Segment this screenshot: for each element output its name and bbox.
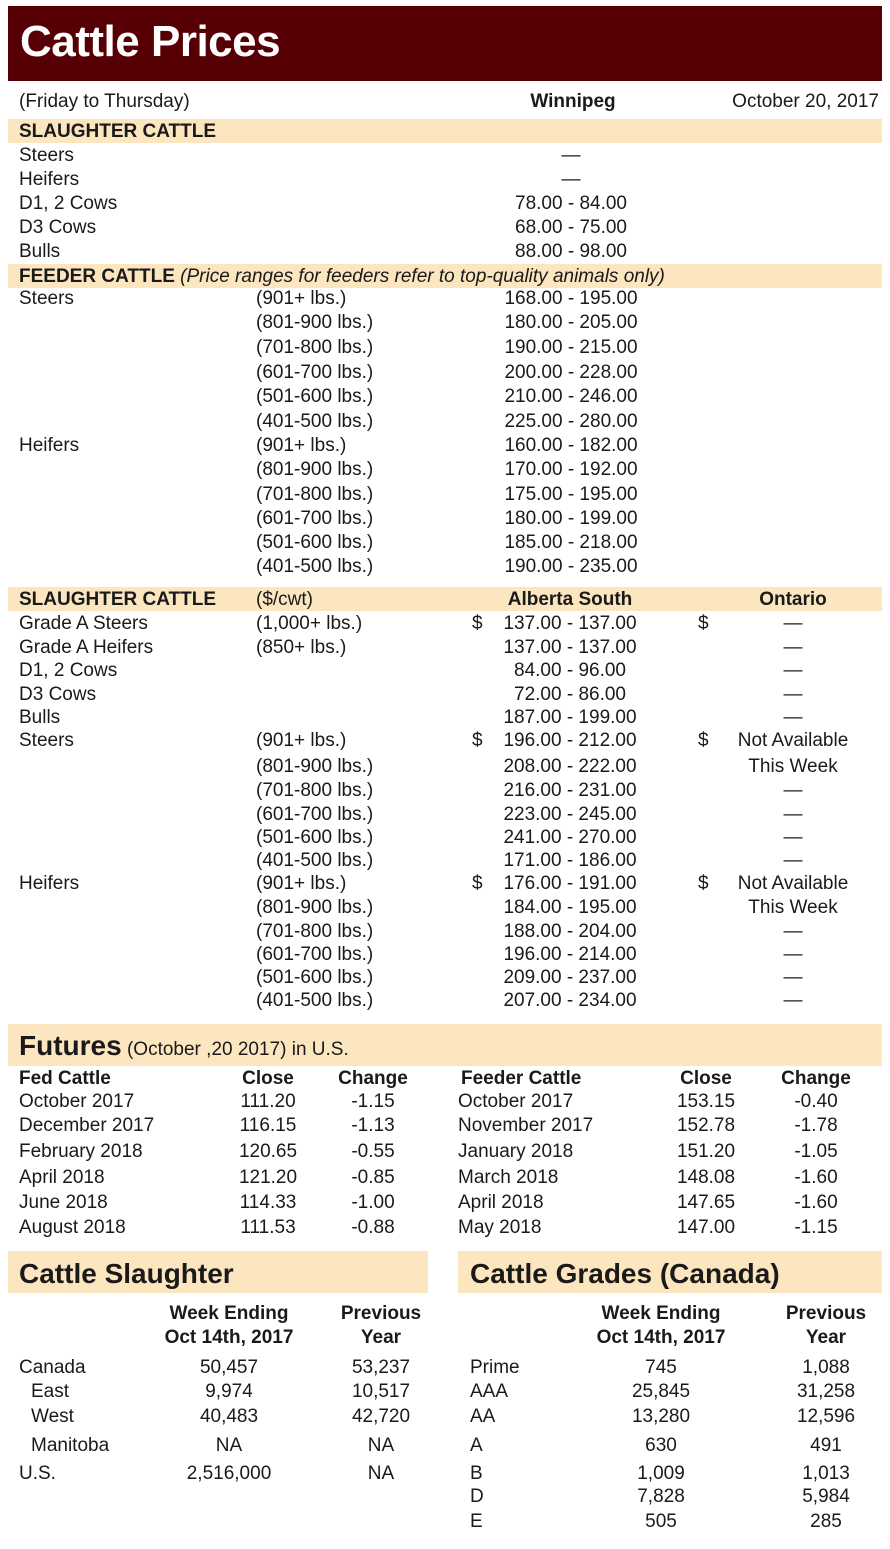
weight-class: (601-700 lbs.) [256, 804, 374, 825]
price-range: 170.00 - 192.00 [504, 459, 638, 480]
price-change: -0.55 [351, 1141, 395, 1162]
region-label: Manitoba [31, 1435, 110, 1456]
weight-class: (701-800 lbs.) [256, 484, 374, 505]
price-range: 225.00 - 280.00 [504, 411, 638, 432]
weight-class: (401-500 lbs.) [256, 411, 374, 432]
grade-label: Prime [470, 1357, 520, 1378]
price-range: 190.00 - 235.00 [504, 556, 638, 577]
close-price: 121.20 [238, 1167, 298, 1188]
grade-label: D [470, 1486, 484, 1507]
section-note: (Price ranges for feeders refer to top-quality animals only) [180, 266, 665, 287]
ontario-price: — [783, 637, 803, 658]
alberta-price: 209.00 - 237.00 [503, 967, 637, 988]
ontario-price: — [783, 827, 803, 848]
price-range: 180.00 - 205.00 [504, 312, 638, 333]
cattle-slaughter-heading: Cattle Slaughter [19, 1258, 234, 1289]
ontario-price: — [783, 990, 803, 1011]
weight-class: (901+ lbs.) [256, 730, 347, 751]
weight-class: (901+ lbs.) [256, 435, 347, 456]
row-label: Steers [19, 288, 74, 309]
weight-class: (901+ lbs.) [256, 288, 347, 309]
grades-col-prev-b: Year [805, 1327, 847, 1348]
previous-year-count: NA [367, 1435, 395, 1456]
row-label: D1, 2 Cows [19, 660, 118, 681]
weight-class: (501-600 lbs.) [256, 827, 374, 848]
ontario-price: Not Available [737, 730, 849, 751]
section-heading: SLAUGHTER CATTLE [19, 589, 217, 610]
price-range: 78.00 - 84.00 [515, 193, 627, 214]
contract-month: April 2018 [19, 1167, 105, 1188]
price-range: 185.00 - 218.00 [504, 532, 638, 553]
week-ending-count: 25,845 [631, 1381, 691, 1402]
price-change: -1.05 [794, 1141, 838, 1162]
price-change: -1.60 [794, 1192, 838, 1213]
slaughter-col-week-b: Oct 14th, 2017 [164, 1327, 294, 1348]
close-price: 120.65 [238, 1141, 298, 1162]
section-heading: SLAUGHTER CATTLE [19, 121, 217, 142]
ontario-price: This Week [748, 756, 838, 777]
price-change: -1.60 [794, 1167, 838, 1188]
week-ending-count: 40,483 [199, 1406, 259, 1427]
cattle-grades-heading: Cattle Grades (Canada) [470, 1258, 780, 1289]
currency-symbol: $ [698, 730, 709, 751]
report-date: October 20, 2017 [732, 91, 879, 112]
close-price: 116.15 [239, 1115, 297, 1136]
alberta-price: 196.00 - 214.00 [503, 944, 637, 965]
currency-symbol: $ [698, 873, 709, 894]
weight-class: (801-900 lbs.) [256, 897, 374, 918]
grade-label: A [470, 1435, 483, 1456]
ontario-price: — [783, 613, 803, 634]
contract-month: February 2018 [19, 1141, 143, 1162]
section-heading: FEEDER CATTLE [19, 266, 175, 287]
column-header-alberta: Alberta South [507, 589, 633, 610]
week-ending-count: 50,457 [199, 1357, 259, 1378]
alberta-price: 208.00 - 222.00 [503, 756, 637, 777]
alberta-price: 187.00 - 199.00 [503, 707, 637, 728]
close-price: 111.20 [240, 1091, 296, 1112]
alberta-price: 196.00 - 212.00 [503, 730, 637, 751]
contract-month: June 2018 [19, 1192, 108, 1213]
market-label: Winnipeg [530, 91, 616, 112]
previous-year-count: NA [367, 1463, 395, 1484]
unit-label: ($/cwt) [256, 589, 313, 610]
weight-class: (1,000+ lbs.) [256, 613, 363, 634]
contract-month: January 2018 [458, 1141, 574, 1162]
row-label: Heifers [19, 169, 80, 190]
weight-class: (401-500 lbs.) [256, 850, 374, 871]
alberta-price: 184.00 - 195.00 [503, 897, 637, 918]
contract-month: October 2017 [458, 1091, 574, 1112]
row-label: Steers [19, 145, 74, 166]
row-label: Steers [19, 730, 74, 751]
grades-col-prev-a: Previous [785, 1303, 867, 1324]
alberta-price: 216.00 - 231.00 [503, 780, 637, 801]
futures-heading-line [19, 1030, 349, 1067]
weight-class: (601-700 lbs.) [256, 508, 374, 529]
region-label: Canada [19, 1357, 86, 1378]
fed-cattle-title: Fed Cattle [19, 1068, 111, 1089]
price-change: -0.40 [794, 1091, 838, 1112]
weight-class: (601-700 lbs.) [256, 362, 374, 383]
week-ending-count: NA [215, 1435, 243, 1456]
weight-class: (701-800 lbs.) [256, 780, 374, 801]
region-label: West [31, 1406, 74, 1427]
ontario-price: This Week [748, 897, 838, 918]
ontario-price: — [783, 921, 803, 942]
title-banner [8, 6, 882, 81]
weight-class: (801-900 lbs.) [256, 459, 374, 480]
price-range: 210.00 - 246.00 [504, 386, 638, 407]
previous-year-count: 1,088 [802, 1357, 850, 1378]
contract-month: May 2018 [458, 1217, 542, 1238]
ontario-price: — [783, 707, 803, 728]
price-change: -1.78 [794, 1115, 838, 1136]
ontario-price: — [783, 780, 803, 801]
weight-class: (401-500 lbs.) [256, 556, 374, 577]
grade-label: AA [470, 1406, 496, 1427]
price-range: — [561, 169, 581, 190]
week-ending-count: 2,516,000 [186, 1463, 272, 1484]
row-label: Bulls [19, 707, 61, 728]
price-range: 68.00 - 75.00 [515, 217, 627, 238]
price-range: 168.00 - 195.00 [504, 288, 638, 309]
region-label: U.S. [19, 1463, 56, 1484]
page-title: Cattle Prices [20, 17, 281, 66]
price-range: 180.00 - 199.00 [504, 508, 638, 529]
weight-class: (601-700 lbs.) [256, 944, 374, 965]
grades-col-week-a: Week Ending [601, 1303, 721, 1324]
price-range: 190.00 - 215.00 [504, 337, 638, 358]
row-label: Grade A Heifers [19, 637, 154, 658]
price-range: 200.00 - 228.00 [504, 362, 638, 383]
close-price: 152.78 [676, 1115, 736, 1136]
slaughter-col-prev-a: Previous [340, 1303, 422, 1324]
price-range: — [561, 145, 581, 166]
week-ending-count: 630 [645, 1435, 677, 1456]
row-label: Heifers [19, 873, 80, 894]
futures-heading: Futures [19, 1030, 122, 1061]
grade-label: E [470, 1511, 483, 1532]
alberta-price: 137.00 - 137.00 [503, 637, 637, 658]
close-price: 153.15 [676, 1091, 736, 1112]
column-header-ontario: Ontario [759, 589, 827, 610]
fed-close-header: Close [242, 1068, 294, 1089]
feeder-heading-line [19, 266, 665, 288]
row-label: Grade A Steers [19, 613, 148, 634]
weight-class: (501-600 lbs.) [256, 386, 374, 407]
close-price: 114.33 [239, 1192, 297, 1213]
price-change: -1.00 [351, 1192, 395, 1213]
weight-class: (801-900 lbs.) [256, 312, 374, 333]
alberta-price: 176.00 - 191.00 [503, 873, 637, 894]
close-price: 147.00 [676, 1217, 736, 1238]
weight-class: (801-900 lbs.) [256, 756, 374, 777]
previous-year-count: 31,258 [796, 1381, 856, 1402]
grade-label: AAA [470, 1381, 509, 1402]
ontario-price: — [783, 850, 803, 871]
ontario-price: Not Available [737, 873, 849, 894]
previous-year-count: 42,720 [351, 1406, 411, 1427]
row-label: Heifers [19, 435, 80, 456]
row-label: D1, 2 Cows [19, 193, 118, 214]
contract-month: October 2017 [19, 1091, 135, 1112]
alberta-price: 223.00 - 245.00 [503, 804, 637, 825]
contract-month: August 2018 [19, 1217, 126, 1238]
week-ending-count: 745 [645, 1357, 677, 1378]
week-ending-count: 505 [645, 1511, 677, 1532]
currency-symbol: $ [472, 873, 483, 894]
week-ending-count: 1,009 [637, 1463, 685, 1484]
contract-month: March 2018 [458, 1167, 559, 1188]
close-price: 151.20 [676, 1141, 736, 1162]
currency-symbol: $ [472, 730, 483, 751]
feeder-close-header: Close [680, 1068, 732, 1089]
fed-change-header: Change [338, 1068, 408, 1089]
ontario-price: — [783, 804, 803, 825]
row-label: D3 Cows [19, 684, 97, 705]
currency-symbol: $ [698, 613, 709, 634]
week-ending-count: 7,828 [637, 1486, 685, 1507]
contract-month: November 2017 [458, 1115, 594, 1136]
alberta-price: 188.00 - 204.00 [503, 921, 637, 942]
weight-class: (401-500 lbs.) [256, 990, 374, 1011]
previous-year-count: 53,237 [351, 1357, 411, 1378]
previous-year-count: 1,013 [802, 1463, 850, 1484]
grade-label: B [470, 1463, 483, 1484]
price-range: 175.00 - 195.00 [504, 484, 638, 505]
alberta-price: 241.00 - 270.00 [503, 827, 637, 848]
currency-symbol: $ [472, 613, 483, 634]
weight-class: (501-600 lbs.) [256, 967, 374, 988]
ontario-price: — [783, 660, 803, 681]
weight-class: (901+ lbs.) [256, 873, 347, 894]
slaughter-col-prev-b: Year [360, 1327, 402, 1348]
week-ending-count: 13,280 [631, 1406, 691, 1427]
price-change: -0.85 [351, 1167, 395, 1188]
weight-class: (850+ lbs.) [256, 637, 347, 658]
price-change: -1.13 [351, 1115, 395, 1136]
weight-class: (701-800 lbs.) [256, 337, 374, 358]
region-label: East [31, 1381, 70, 1402]
futures-subheading: (October ,20 2017) in U.S. [126, 1039, 349, 1060]
feeder-cattle-title: Feeder Cattle [461, 1068, 582, 1089]
alberta-price: 72.00 - 86.00 [514, 684, 626, 705]
period-label: (Friday to Thursday) [19, 91, 190, 112]
grades-col-week-b: Oct 14th, 2017 [596, 1327, 726, 1348]
alberta-price: 137.00 - 137.00 [503, 613, 637, 634]
price-range: 88.00 - 98.00 [515, 241, 627, 262]
close-price: 148.08 [676, 1167, 736, 1188]
alberta-price: 207.00 - 234.00 [503, 990, 637, 1011]
contract-month: December 2017 [19, 1115, 155, 1136]
previous-year-count: 5,984 [802, 1486, 850, 1507]
close-price: 111.53 [240, 1217, 296, 1238]
previous-year-count: 285 [810, 1511, 842, 1532]
previous-year-count: 10,517 [351, 1381, 411, 1402]
row-label: Bulls [19, 241, 61, 262]
ontario-price: — [783, 944, 803, 965]
weight-class: (701-800 lbs.) [256, 921, 374, 942]
row-label: D3 Cows [19, 217, 97, 238]
ontario-price: — [783, 684, 803, 705]
feeder-change-header: Change [781, 1068, 851, 1089]
price-change: -0.88 [351, 1217, 395, 1238]
previous-year-count: 12,596 [796, 1406, 856, 1427]
price-change: -1.15 [351, 1091, 395, 1112]
weight-class: (501-600 lbs.) [256, 532, 374, 553]
previous-year-count: 491 [810, 1435, 842, 1456]
contract-month: April 2018 [458, 1192, 544, 1213]
alberta-price: 84.00 - 96.00 [514, 660, 626, 681]
alberta-price: 171.00 - 186.00 [503, 850, 637, 871]
price-range: 160.00 - 182.00 [504, 435, 638, 456]
week-ending-count: 9,974 [205, 1381, 253, 1402]
close-price: 147.65 [676, 1192, 736, 1213]
slaughter-col-week-a: Week Ending [169, 1303, 289, 1324]
ontario-price: — [783, 967, 803, 988]
price-change: -1.15 [794, 1217, 838, 1238]
